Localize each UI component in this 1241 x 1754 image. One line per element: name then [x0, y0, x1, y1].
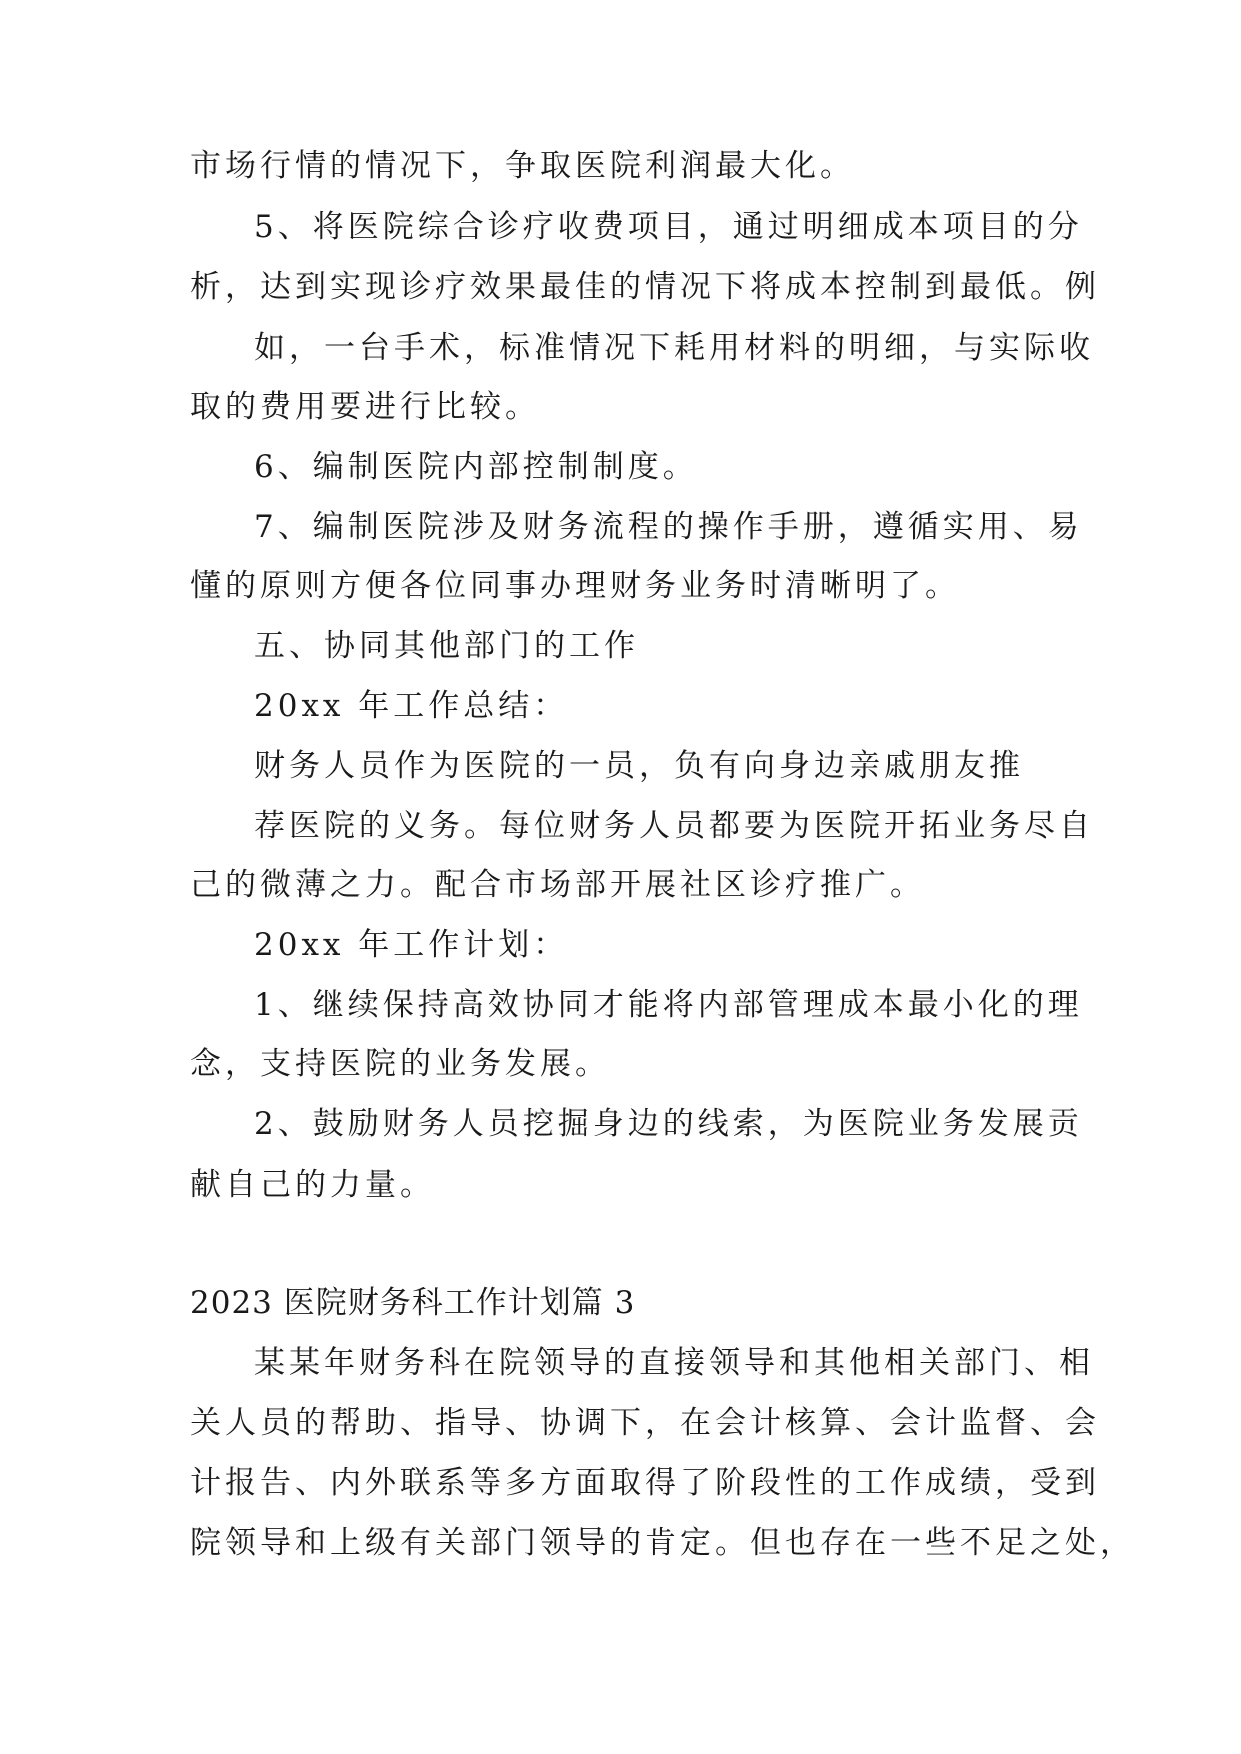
text-line: 懂的原则方便各位同事办理财务业务时清晰明了。: [190, 568, 960, 604]
text-line: 如，一台手术，标准情况下耗用材料的明细，与实际收: [254, 330, 1094, 366]
text-line: 荐医院的义务。每位财务人员都要为医院开拓业务尽自: [254, 808, 1094, 844]
text-line: 市场行情的情况下，争取医院利润最大化。: [190, 148, 855, 184]
text-line: 20xx 年工作总结：: [254, 688, 569, 724]
section-heading: 五、协同其他部门的工作: [254, 628, 639, 664]
text-line: 5、将医院综合诊疗收费项目，通过明细成本项目的分: [254, 209, 1083, 245]
text-line: 财务人员作为医院的一员，负有向身边亲戚朋友推: [254, 748, 1024, 784]
text-line: 计报告、内外联系等多方面取得了阶段性的工作成绩，受到: [190, 1465, 1100, 1501]
text-line: 取的费用要进行比较。: [190, 389, 540, 425]
text-line: 6、编制医院内部控制制度。: [254, 449, 698, 485]
text-line: 析，达到实现诊疗效果最佳的情况下将成本控制到最低。例: [190, 269, 1100, 305]
text-line: 献自己的力量。: [190, 1167, 435, 1203]
section-title: 2023 医院财务科工作计划篇 3: [190, 1285, 636, 1321]
text-line: 己的微薄之力。配合市场部开展社区诊疗推广。: [190, 867, 925, 903]
text-line: 2、鼓励财务人员挖掘身边的线索，为医院业务发展贡: [254, 1106, 1083, 1142]
text-line: 院领导和上级有关部门领导的肯定。但也存在一些不足之处，: [190, 1525, 1135, 1561]
text-line: 念，支持医院的业务发展。: [190, 1046, 610, 1082]
text-line: 某某年财务科在院领导的直接领导和其他相关部门、相: [254, 1345, 1094, 1381]
text-line: 20xx 年工作计划：: [254, 927, 569, 963]
text-line: 1、继续保持高效协同才能将内部管理成本最小化的理: [254, 987, 1083, 1023]
text-line: 7、编制医院涉及财务流程的操作手册，遵循实用、易: [254, 509, 1083, 545]
text-line: 关人员的帮助、指导、协调下，在会计核算、会计监督、会: [190, 1405, 1100, 1441]
